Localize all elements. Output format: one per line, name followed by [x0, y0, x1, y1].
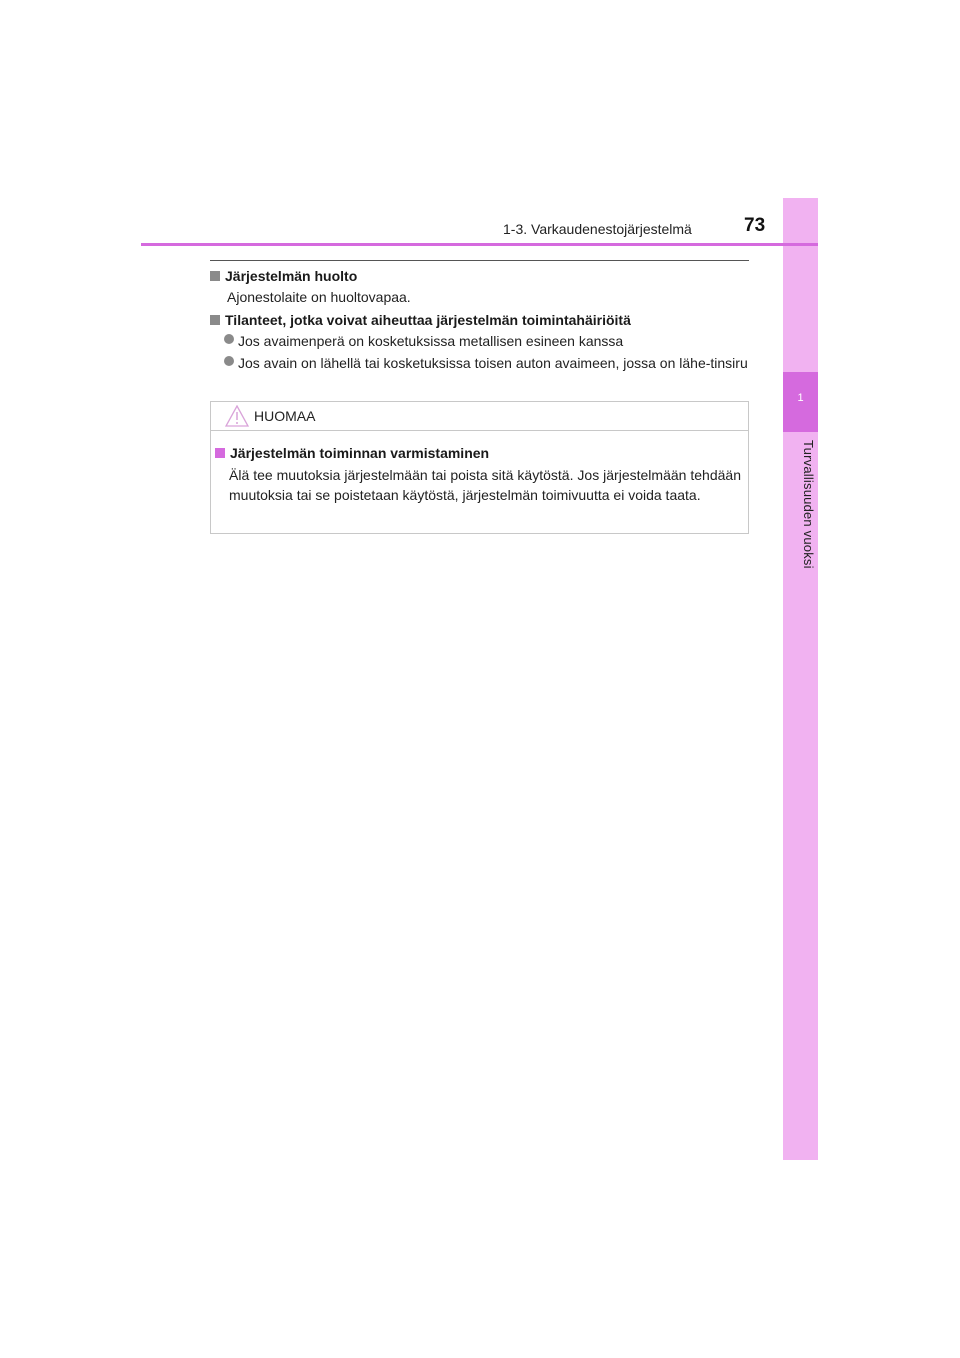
chapter-title: Turvallisuuden vuoksi	[801, 440, 816, 569]
header-rule	[141, 243, 818, 246]
square-bullet-icon	[210, 271, 220, 281]
notice-heading-text: Järjestelmän toiminnan varmistaminen	[230, 445, 490, 461]
content-rule	[210, 260, 749, 261]
list-item	[224, 331, 750, 351]
section-heading	[210, 312, 631, 328]
section-heading-text: Tilanteet, jotka voivat aiheuttaa järjestelmän toimintahäiriöitä	[225, 312, 631, 328]
warning-triangle-icon	[225, 405, 249, 427]
page-number: 73	[744, 215, 766, 236]
section-paragraph: Ajonestolaite on huoltovapaa.	[227, 289, 411, 305]
notice-header	[211, 402, 748, 431]
section-heading	[210, 268, 357, 284]
list-item-text: Jos avain on lähellä tai kosketuksissa toisen auton avaimeen, jossa on lähe-tinsiru	[238, 355, 748, 371]
section-title: 1-3. Varkaudenestojärjestelmä	[503, 221, 692, 237]
section-heading-text: Järjestelmän huolto	[225, 268, 358, 284]
square-bullet-icon	[210, 315, 220, 325]
notice-box	[210, 401, 749, 534]
notice-text: Älä tee muutoksia järjestelmään tai poista sitä käytöstä. Jos järjestelmään tehdään muutoksia tai se poistetaan käytöstä, järjestelmän toimivuutta ei voida taata.	[229, 467, 741, 503]
list-item	[224, 353, 750, 373]
side-tab	[783, 198, 818, 1160]
list-item-text: Jos avaimenperä on kosketuksissa metallisen esineen kanssa	[238, 333, 624, 349]
square-bullet-icon	[215, 448, 225, 458]
notice-title: HUOMAA	[254, 408, 316, 424]
circle-bullet-icon	[224, 356, 234, 366]
notice-heading	[215, 445, 489, 461]
circle-bullet-icon	[224, 334, 234, 344]
chapter-number: 1	[797, 392, 804, 404]
